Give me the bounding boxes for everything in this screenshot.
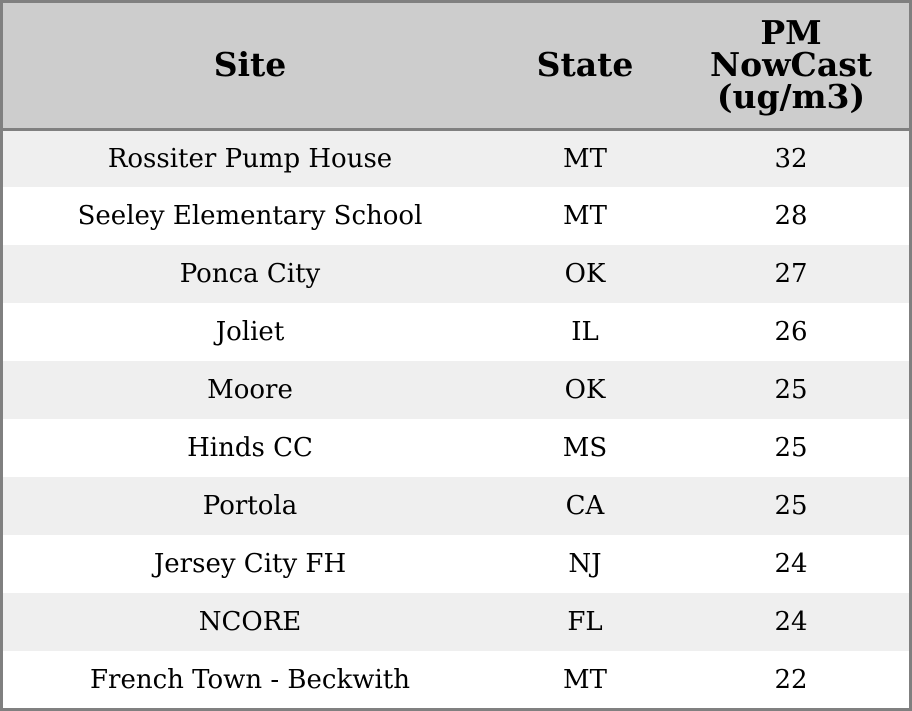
header-pm-line-2: NowCast xyxy=(709,45,873,85)
cell-state: OK xyxy=(564,375,606,405)
table-row xyxy=(3,361,909,419)
table-body xyxy=(3,129,909,709)
cell-site: French Town - Beckwith xyxy=(89,665,411,695)
cell-site: Rossiter Pump House xyxy=(107,143,393,174)
cell-pm: 24 xyxy=(774,549,808,579)
cell-state: OK xyxy=(564,259,606,289)
cell-state: IL xyxy=(571,317,599,347)
cell-site: Portola xyxy=(202,491,298,521)
cell-site: Joliet xyxy=(215,317,285,347)
cell-pm: 25 xyxy=(774,491,808,521)
cell-pm: 32 xyxy=(774,143,808,174)
header-row xyxy=(3,3,909,129)
cell-pm: 26 xyxy=(774,317,808,347)
cell-site: Ponca City xyxy=(179,259,321,289)
cell-site: NCORE xyxy=(198,607,302,637)
cell-pm: 27 xyxy=(774,259,808,289)
table-row xyxy=(3,187,909,245)
cell-state: CA xyxy=(565,491,605,521)
cell-state: NJ xyxy=(568,549,602,579)
cell-pm: 25 xyxy=(774,433,808,463)
cell-state: MT xyxy=(563,665,607,695)
header-pm-nowcast xyxy=(673,3,909,129)
cell-site: Seeley Elementary School xyxy=(77,201,423,231)
cell-state: FL xyxy=(567,607,603,637)
header-pm-line-3: (ug/m3) xyxy=(716,77,866,117)
header-pm-line-1: PM xyxy=(760,13,822,53)
cell-site: Jersey City FH xyxy=(153,549,347,579)
table-row xyxy=(3,593,909,651)
header-site-text: Site xyxy=(213,45,287,85)
cell-site: Hinds CC xyxy=(187,433,313,463)
table-row xyxy=(3,245,909,303)
table-row xyxy=(3,129,909,187)
table-row xyxy=(3,477,909,535)
table-row xyxy=(3,535,909,593)
header-state-text: State xyxy=(536,45,634,85)
cell-state: MS xyxy=(562,433,608,463)
cell-state: MT xyxy=(563,143,607,174)
header-site xyxy=(3,3,497,129)
header-state xyxy=(497,3,673,129)
table-row xyxy=(3,303,909,361)
cell-site: Moore xyxy=(207,375,293,405)
pm-nowcast-table xyxy=(3,3,909,709)
cell-pm: 24 xyxy=(774,607,808,637)
cell-pm: 22 xyxy=(774,665,808,695)
cell-state: MT xyxy=(563,201,607,231)
table-row xyxy=(3,651,909,709)
table-header xyxy=(3,3,909,129)
table-row xyxy=(3,419,909,477)
cell-pm: 28 xyxy=(774,201,808,231)
cell-pm: 25 xyxy=(774,375,808,405)
